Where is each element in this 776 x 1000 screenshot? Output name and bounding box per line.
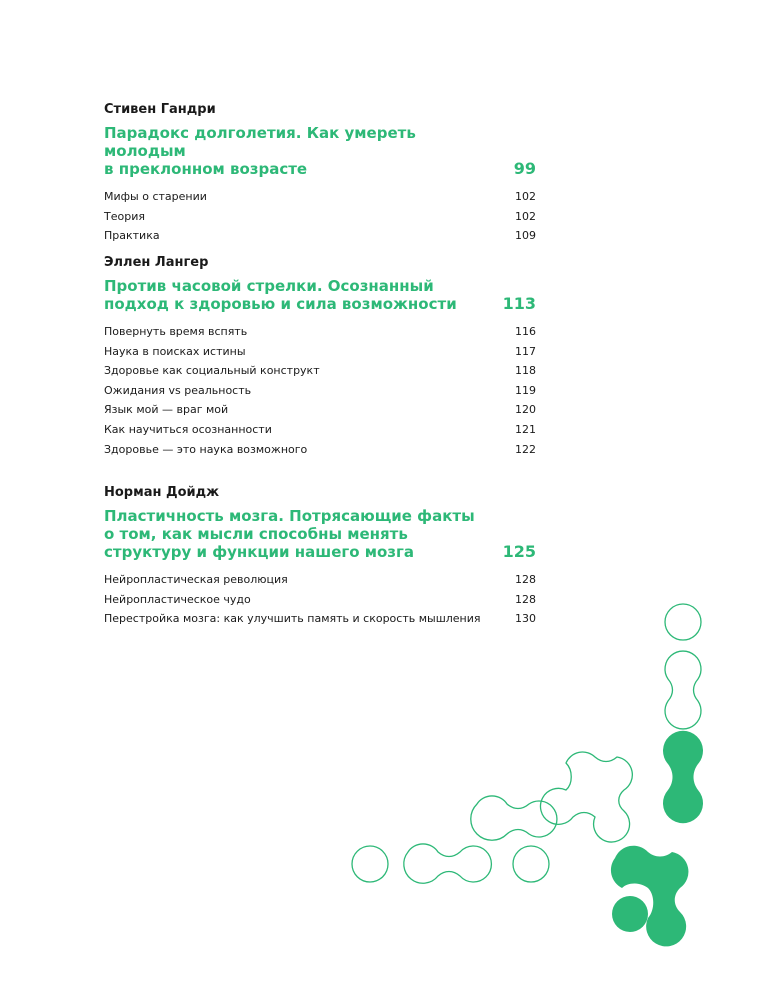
filled-circle (612, 896, 648, 932)
section-author: Норман Дойдж (104, 485, 220, 500)
section-author: Эллен Лангер (104, 255, 209, 270)
toc-entry-page: 120 (515, 403, 536, 417)
toc-entry-label: Нейропластическое чудо (104, 592, 251, 606)
toc-entry-label: Мифы о старении (104, 190, 207, 203)
section-page-number: 125 (502, 542, 536, 561)
toc-entry-page: 102 (515, 209, 536, 223)
toc-entry-label: Здоровье как социальный конструкт (104, 364, 320, 378)
section-title-line: Парадокс долголетия. Как умереть молодым (104, 124, 416, 160)
toc-entry-page: 122 (515, 442, 536, 456)
toc-entry-label: Перестройка мозга: как улучшить память и скорость мышления (104, 612, 481, 626)
section-title-line: Против часовой стрелки. Осознанный (104, 277, 434, 295)
outline-circle (352, 846, 388, 882)
outline-circle (665, 604, 701, 640)
toc-entry-page: 109 (515, 229, 536, 243)
toc-entry-label: Наука в поисках истины (104, 344, 246, 358)
section-title-line: Пластичность мозга. Потрясающие факты (104, 507, 475, 525)
section-title-line: о том, как мысли способны менять (104, 525, 408, 543)
toc-entry-label: Как научиться осознанности (104, 422, 272, 436)
filled-l-shape (611, 846, 689, 947)
toc-entry-label: Практика (104, 229, 160, 243)
outline-capsule (404, 844, 492, 883)
toc-entry-page: 128 (515, 573, 536, 586)
filled-capsule (663, 731, 703, 823)
toc-entry-page: 118 (515, 364, 536, 378)
outline-circle (513, 846, 549, 882)
toc-entry-page: 117 (515, 344, 536, 358)
toc-entry-label: Язык мой — враг мой (104, 403, 229, 417)
section-page-number: 113 (502, 294, 536, 313)
toc-entry-label: Нейропластическая революция (104, 573, 288, 586)
section-title-line: подход к здоровью и сила возможности (104, 295, 457, 313)
section-page-number: 99 (513, 159, 536, 178)
toc-entry-page: 130 (515, 612, 536, 626)
toc-entry-page: 121 (515, 422, 536, 436)
section-title-line: в преклонном возрасте (104, 160, 308, 178)
toc-entry-page: 116 (515, 325, 536, 338)
toc-entry-page: 128 (515, 592, 536, 606)
section-title-line: структуру и функции нашего мозга (104, 543, 414, 561)
toc-entry-label: Ожидания vs реальность (104, 383, 252, 397)
toc-entry-label: Повернуть время вспять (104, 325, 248, 338)
section-author: Стивен Гандри (104, 102, 216, 117)
toc-entry-page: 119 (515, 383, 536, 397)
toc-entry-label: Теория (104, 209, 145, 223)
outline-capsule (665, 651, 701, 729)
toc-entry-page: 102 (515, 190, 536, 203)
toc-entry-label: Здоровье — это наука возможного (104, 442, 308, 456)
